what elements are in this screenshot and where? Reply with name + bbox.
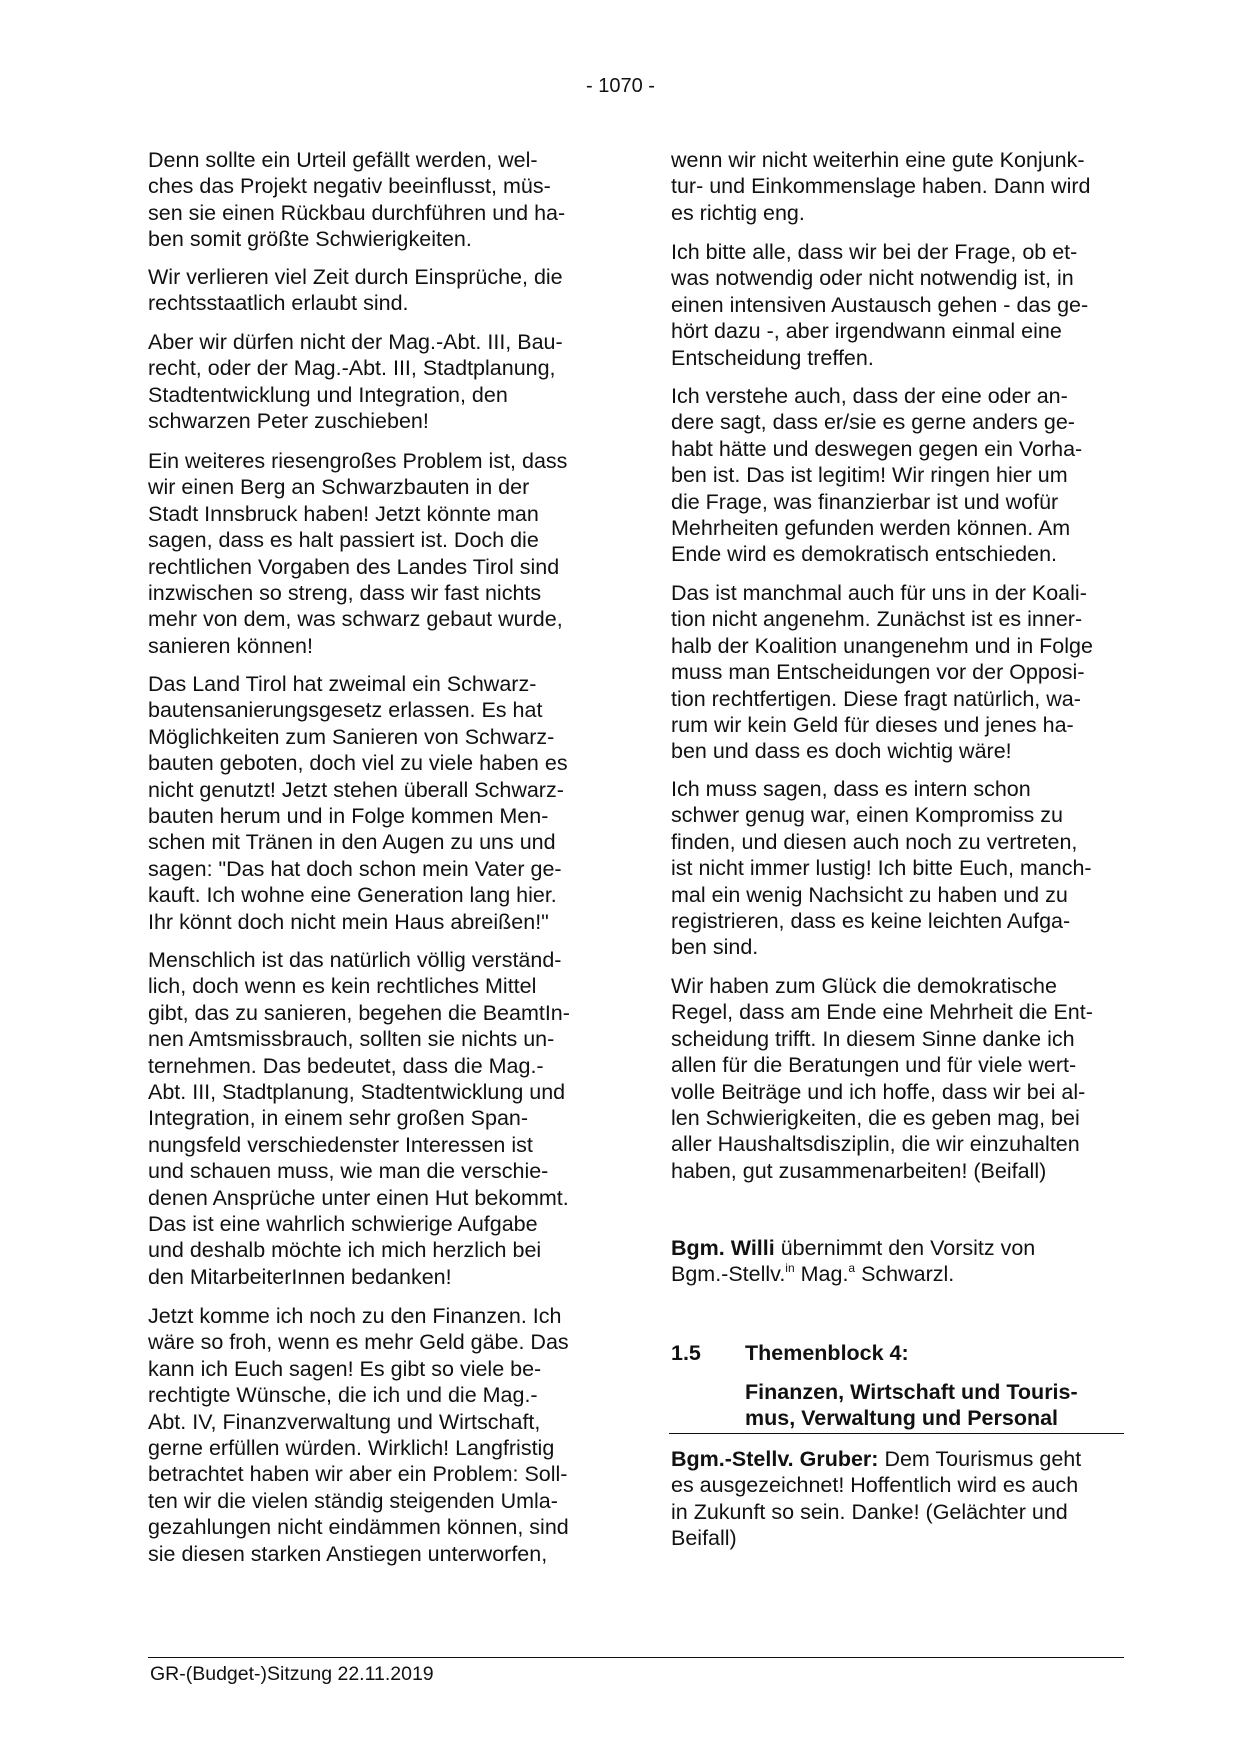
text-line: die Frage, was finanzierbar ist und wofür [671, 489, 1059, 514]
text-line: rum wir kein Geld für dieses und jenes ha- [671, 712, 1074, 737]
text-line: Ende wird es demokratisch entschieden. [671, 542, 1058, 567]
paragraph [671, 580, 1131, 765]
speaker-name: Bgm. Willi [671, 1236, 775, 1260]
text-line: nen Amtsmissbrauch, sollten sie nichts un- [148, 1027, 555, 1052]
text-line: muss man Entscheidungen vor der Opposi- [671, 660, 1085, 685]
text-line: Stadtentwicklung und Integration, den [148, 382, 508, 407]
superscript: a [848, 1261, 856, 1276]
text-line: nungsfeld verschiedenster Interessen ist [148, 1132, 533, 1157]
text-line: kann ich Euch sagen! Es gibt so viele be- [148, 1356, 542, 1381]
text-line: tion rechtfertigen. Diese fragt natürlich, wa- [671, 686, 1081, 711]
text-line: Ich verstehe auch, dass der eine oder an- [671, 384, 1068, 408]
footer-divider [148, 1657, 1124, 1658]
text-line: inzwischen so streng, dass wir fast nichts [148, 580, 542, 605]
note-text: übernimmt den Vorsitz von [774, 1236, 1036, 1260]
note-text: Mag. [794, 1262, 849, 1287]
subtitle-line: mus, Verwaltung und Personal [745, 1406, 1059, 1431]
text-line: Menschlich ist das natürlich völlig verständ- [148, 948, 562, 972]
text-line: ternehmen. Das bedeutet, dass die Mag.- [148, 1053, 544, 1078]
paragraph [671, 147, 1131, 226]
paragraph [148, 1303, 608, 1567]
text-line: aller Haushaltsdisziplin, die wir einzuhalten [671, 1132, 1080, 1157]
speaker-name: Bgm.-Stellv. Gruber: [671, 1447, 879, 1471]
text-line: rechtigte Wünsche, die ich und die Mag.- [148, 1383, 538, 1408]
text-line: was notwendig oder nicht notwendig ist, in [671, 266, 1074, 291]
text-line: und schauen muss, wie man die verschie- [148, 1159, 549, 1184]
note-text: Schwarzl. [855, 1262, 955, 1287]
section-subtitle [745, 1379, 1078, 1432]
text-line: Abt. IV, Finanzverwaltung und Wirtschaft, [148, 1409, 541, 1434]
text-line: betrachtet haben wir aber ein Problem: Soll- [148, 1462, 568, 1487]
text-line: Wir haben zum Glück die demokratische [671, 974, 1057, 998]
text-line: denen Ansprüche unter einen Hut bekommt. [148, 1185, 569, 1210]
text-line: Möglichkeiten zum Sanieren von Schwarz- [148, 724, 555, 749]
text-line: ben ist. Das ist legitim! Wir ringen hier um [671, 463, 1068, 488]
text-line: tion nicht angenehm. Zunächst ist es inner- [671, 607, 1083, 632]
text-line: schen mit Tränen in den Augen zu uns und [148, 830, 556, 855]
text-line: Ich bitte alle, dass wir bei der Frage, ob et- [671, 240, 1078, 264]
paragraph [671, 973, 1131, 1184]
chair-change-note [671, 1235, 1131, 1288]
paragraph [671, 776, 1131, 961]
text-line: haben, gut zusammenarbeiten! (Beifall) [671, 1158, 1047, 1183]
superscript: in [785, 1261, 795, 1276]
text-line: gerne erfüllen würden. Wirklich! Langfristig [148, 1435, 555, 1460]
text-line: bautensanierungsgesetz erlassen. Es hat [148, 698, 543, 723]
section-divider [669, 1433, 1124, 1434]
text-line: Jetzt komme ich noch zu den Finanzen. Ich [148, 1304, 562, 1328]
paragraph [148, 329, 608, 435]
text-line: hört dazu -, aber irgendwann einmal eine [671, 319, 1062, 344]
subtitle-line: Finanzen, Wirtschaft und Touris- [745, 1380, 1078, 1404]
text-line: sagen: "Das hat doch schon mein Vater ge- [148, 856, 562, 881]
text-line: sagen, dass es halt passiert ist. Doch die [148, 528, 539, 553]
text-line: wäre so froh, wenn es mehr Geld gäbe. Das [148, 1330, 569, 1355]
text-line: ben sind. [671, 935, 759, 960]
text-line: registrieren, dass es keine leichten Aufga- [671, 908, 1071, 933]
page-number: - 1070 - [586, 75, 655, 97]
text-line: sanieren können! [148, 633, 313, 658]
text-line: rechtsstaatlich erlaubt sind. [148, 291, 409, 316]
text-line: Ihr könnt doch nicht mein Haus abreißen!" [148, 909, 549, 934]
note-text: Bgm.-Stellv. [671, 1262, 786, 1287]
text-line: es richtig eng. [671, 200, 805, 225]
text-line: Ein weiteres riesengroßes Problem ist, dass [148, 449, 568, 473]
text-line: und deshalb möchte ich mich herzlich bei [148, 1238, 542, 1263]
text-line: sen sie einen Rückbau durchführen und ha- [148, 200, 566, 225]
section-number: 1.5 [671, 1341, 701, 1365]
text-line: mehr von dem, was schwarz gebaut wurde, [148, 607, 563, 632]
text-line: nicht genutzt! Jetzt stehen überall Schwarz- [148, 777, 564, 802]
text-line: gibt, das zu sanieren, begehen die BeamtIn- [148, 1000, 570, 1025]
text-line: Integration, in einem sehr großen Span- [148, 1106, 529, 1131]
text-line: bauten herum und in Folge kommen Men- [148, 803, 549, 828]
text-line: schwarzen Peter zuschieben! [148, 409, 429, 434]
text-line: ches das Projekt negativ beeinflusst, müs- [148, 174, 551, 199]
speech-text: Dem Tourismus geht [878, 1447, 1082, 1471]
paragraph [148, 264, 608, 317]
text-line: den MitarbeiterInnen bedanken! [148, 1264, 452, 1289]
text-line: Stadt Innsbruck haben! Jetzt könnte man [148, 501, 539, 526]
text-line: wir einen Berg an Schwarzbauten in der [148, 475, 530, 500]
text-line: kauft. Ich wohne eine Generation lang hier. [148, 883, 557, 908]
text-line: finden, und diesen auch noch zu vertreten, [671, 829, 1078, 854]
speech-gruber [671, 1446, 1131, 1552]
text-line: Aber wir dürfen nicht der Mag.-Abt. III, Bau- [148, 330, 563, 354]
text-line: lich, doch wenn es kein rechtliches Mittel [148, 974, 537, 999]
text-line: Mehrheiten gefunden werden können. Am [671, 515, 1071, 540]
text-line: ben und dass es doch wichtig wäre! [671, 739, 1012, 764]
text-line: Abt. III, Stadtplanung, Stadtentwicklung und [148, 1079, 566, 1104]
paragraph [148, 147, 608, 253]
text-line: mal ein wenig Nachsicht zu haben und zu [671, 882, 1068, 907]
text-line: tur- und Einkommenslage haben. Dann wird [671, 174, 1091, 199]
paragraph [148, 671, 608, 935]
text-line: gezahlungen nicht eindämmen können, sind [148, 1515, 569, 1540]
speech-line: es ausgezeichnet! Hoffentlich wird es auch [671, 1473, 1079, 1498]
text-line: bauten geboten, doch viel zu viele haben es [148, 751, 568, 776]
text-line: Denn sollte ein Urteil gefällt werden, wel- [148, 148, 538, 172]
text-line: schwer genug war, einen Kompromiss zu [671, 803, 1063, 828]
speech-line: in Zukunft so sein. Danke! (Gelächter und [671, 1499, 1068, 1524]
paragraph [671, 383, 1131, 568]
paragraph [671, 239, 1131, 371]
text-line: ist nicht immer lustig! Ich bitte Euch, manch- [671, 856, 1092, 881]
text-line: ben somit größte Schwierigkeiten. [148, 227, 472, 252]
text-line: sie diesen starken Anstiegen unterworfen, [148, 1541, 548, 1566]
text-line: habt hätte und deswegen gegen ein Vorha- [671, 436, 1083, 461]
speech-line: Beifall) [671, 1526, 737, 1551]
paragraph [148, 947, 608, 1290]
text-line: scheidung trifft. In diesem Sinne danke ich [671, 1026, 1075, 1051]
text-line: allen für die Beratungen und für viele wert- [671, 1053, 1077, 1078]
paragraph [148, 448, 608, 659]
text-line: dere sagt, dass er/sie es gerne anders ge- [671, 410, 1075, 435]
text-line: Das ist manchmal auch für uns in der Koali- [671, 581, 1087, 605]
text-line: volle Beiträge und ich hoffe, dass wir bei al- [671, 1079, 1086, 1104]
text-line: Das ist eine wahrlich schwierige Aufgabe [148, 1211, 538, 1236]
text-line: recht, oder der Mag.-Abt. III, Stadtplanung, [148, 356, 556, 381]
text-line: Regel, dass am Ende eine Mehrheit die Ent- [671, 1000, 1093, 1025]
text-line: Wir verlieren viel Zeit durch Einsprüche, die [148, 265, 563, 289]
text-line: Ich muss sagen, dass es intern schon [671, 777, 1031, 801]
text-line: einen intensiven Austausch gehen - das ge- [671, 292, 1089, 317]
text-line: len Schwierigkeiten, die es geben mag, bei [671, 1105, 1080, 1130]
text-line: ten wir die vielen ständig steigenden Umla- [148, 1488, 558, 1513]
text-line: Das Land Tirol hat zweimal ein Schwarz- [148, 672, 537, 696]
text-line: rechtlichen Vorgaben des Landes Tirol sind [148, 554, 560, 579]
text-line: wenn wir nicht weiterhin eine gute Konjunk- [671, 148, 1085, 172]
text-line: Entscheidung treffen. [671, 345, 874, 370]
text-line: halb der Koalition unangenehm und in Folge [671, 633, 1093, 658]
section-title: Themenblock 4: [745, 1341, 909, 1365]
footer-text: GR-(Budget-)Sitzung 22.11.2019 [150, 1663, 434, 1685]
